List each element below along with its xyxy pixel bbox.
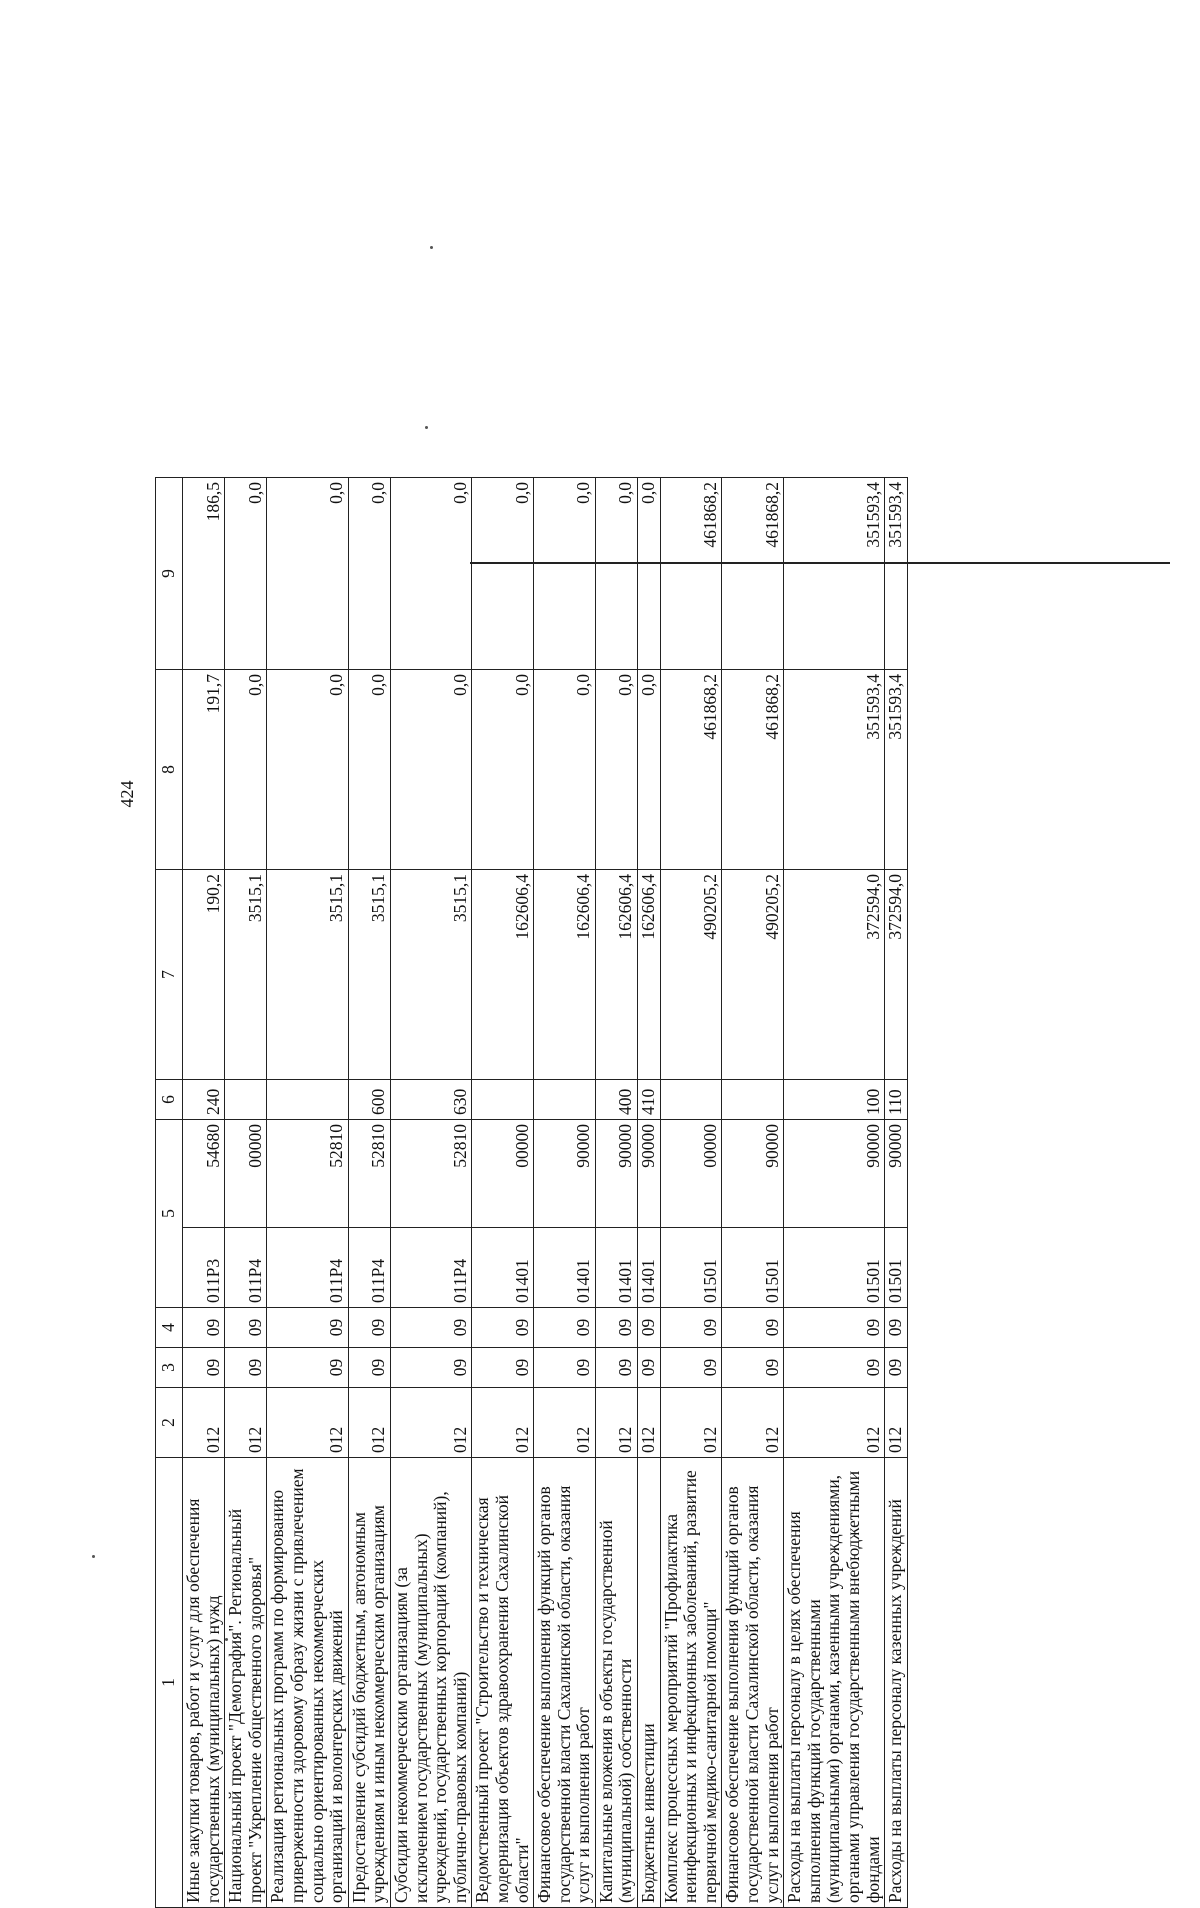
section-code-cell: 012 bbox=[722, 1388, 784, 1458]
column-header: 7 bbox=[156, 870, 183, 1080]
amount-col7-cell: 3515,1 bbox=[390, 870, 471, 1080]
table-row bbox=[225, 478, 267, 1908]
amount-col8-cell: 0,0 bbox=[638, 670, 661, 870]
subchapter-code-cell: 09 bbox=[534, 1308, 596, 1348]
subchapter-code-cell: 09 bbox=[660, 1308, 722, 1348]
table-row bbox=[472, 478, 534, 1908]
amount-col7-cell: 490205,2 bbox=[660, 870, 722, 1080]
budget-table-wrapper bbox=[155, 478, 1200, 1908]
expense-type-cell: 410 bbox=[638, 1080, 661, 1120]
scan-speck bbox=[425, 426, 428, 429]
column-header: 6 bbox=[156, 1080, 183, 1120]
amount-col9-cell: 0,0 bbox=[390, 478, 471, 670]
program-code-cell: 011Р4 bbox=[225, 1228, 267, 1308]
subchapter-code-cell: 09 bbox=[267, 1308, 348, 1348]
amount-col7-cell: 162606,4 bbox=[534, 870, 596, 1080]
chapter-code-cell: 09 bbox=[267, 1348, 348, 1388]
amount-col9-cell: 0,0 bbox=[267, 478, 348, 670]
amount-col9-cell: 186,5 bbox=[183, 478, 225, 670]
section-code-cell: 012 bbox=[534, 1388, 596, 1458]
column-header: 5 bbox=[156, 1120, 183, 1308]
expense-type-cell: 600 bbox=[348, 1080, 390, 1120]
chapter-code-cell: 09 bbox=[784, 1348, 885, 1388]
direction-code-cell: 90000 bbox=[638, 1120, 661, 1228]
amount-col7-cell: 190,2 bbox=[183, 870, 225, 1080]
table-row bbox=[885, 478, 908, 1908]
program-code-cell: 01401 bbox=[638, 1228, 661, 1308]
subchapter-code-cell: 09 bbox=[348, 1308, 390, 1348]
program-code-cell: 011Р3 bbox=[183, 1228, 225, 1308]
subchapter-code-cell: 09 bbox=[595, 1308, 637, 1348]
expense-type-cell bbox=[472, 1080, 534, 1120]
amount-col8-cell: 0,0 bbox=[390, 670, 471, 870]
table-header-row bbox=[156, 478, 183, 1908]
direction-code-cell: 90000 bbox=[722, 1120, 784, 1228]
direction-code-cell: 52810 bbox=[267, 1120, 348, 1228]
program-code-cell: 01501 bbox=[660, 1228, 722, 1308]
subchapter-code-cell: 09 bbox=[638, 1308, 661, 1348]
program-code-cell: 01401 bbox=[472, 1228, 534, 1308]
amount-col7-cell: 162606,4 bbox=[638, 870, 661, 1080]
section-code-cell: 012 bbox=[595, 1388, 637, 1458]
expense-type-cell bbox=[722, 1080, 784, 1120]
amount-col8-cell: 191,7 bbox=[183, 670, 225, 870]
amount-col7-cell: 372594,0 bbox=[885, 870, 908, 1080]
amount-col7-cell: 372594,0 bbox=[784, 870, 885, 1080]
page-number: 424 bbox=[117, 780, 137, 808]
amount-col7-cell: 162606,4 bbox=[595, 870, 637, 1080]
program-code-cell: 011Р4 bbox=[267, 1228, 348, 1308]
section-code-cell: 012 bbox=[638, 1388, 661, 1458]
chapter-code-cell: 09 bbox=[885, 1348, 908, 1388]
program-code-cell: 011Р4 bbox=[390, 1228, 471, 1308]
table-body bbox=[183, 478, 908, 1908]
section-code-cell: 012 bbox=[472, 1388, 534, 1458]
direction-code-cell: 52810 bbox=[390, 1120, 471, 1228]
program-code-cell: 01401 bbox=[534, 1228, 596, 1308]
program-code-cell: 011Р4 bbox=[348, 1228, 390, 1308]
amount-col9-cell: 351593,4 bbox=[885, 478, 908, 670]
row-name-cell: Финансовое обеспечение выполнения функций органов государственной власти Сахалинской области, оказания услуг и выполнения работ bbox=[722, 1458, 784, 1908]
direction-code-cell: 54680 bbox=[183, 1120, 225, 1228]
chapter-code-cell: 09 bbox=[722, 1348, 784, 1388]
subchapter-code-cell: 09 bbox=[722, 1308, 784, 1348]
amount-col9-cell: 461868,2 bbox=[660, 478, 722, 670]
amount-col8-cell: 0,0 bbox=[225, 670, 267, 870]
row-name-cell: Комплекс процессных мероприятий "Профилактика неинфекционных и инфекционных заболеваний, развитие первичной медико-санитарной помощи" bbox=[660, 1458, 722, 1908]
amount-col9-cell: 0,0 bbox=[595, 478, 637, 670]
table-row bbox=[390, 478, 471, 1908]
section-code-cell: 012 bbox=[660, 1388, 722, 1458]
expense-type-cell: 630 bbox=[390, 1080, 471, 1120]
row-name-cell: Субсидии некоммерческим организациям (за исключением государственных (муниципальных) учреждений, государственных корпораций (компаний), публично-правовых компаний) bbox=[390, 1458, 471, 1908]
table-row bbox=[348, 478, 390, 1908]
chapter-code-cell: 09 bbox=[660, 1348, 722, 1388]
direction-code-cell: 90000 bbox=[885, 1120, 908, 1228]
subchapter-code-cell: 09 bbox=[472, 1308, 534, 1348]
subchapter-code-cell: 09 bbox=[225, 1308, 267, 1348]
row-name-cell: Финансовое обеспечение выполнения функций органов государственной власти Сахалинской области, оказания услуг и выполнения работ bbox=[534, 1458, 596, 1908]
direction-code-cell: 00000 bbox=[660, 1120, 722, 1228]
table-row bbox=[722, 478, 784, 1908]
amount-col7-cell: 3515,1 bbox=[267, 870, 348, 1080]
subchapter-code-cell: 09 bbox=[885, 1308, 908, 1348]
amount-col9-cell: 0,0 bbox=[348, 478, 390, 670]
amount-col8-cell: 0,0 bbox=[348, 670, 390, 870]
amount-col8-cell: 351593,4 bbox=[784, 670, 885, 870]
column-header: 4 bbox=[156, 1308, 183, 1348]
amount-col8-cell: 351593,4 bbox=[885, 670, 908, 870]
table-row bbox=[534, 478, 596, 1908]
chapter-code-cell: 09 bbox=[472, 1348, 534, 1388]
chapter-code-cell: 09 bbox=[225, 1348, 267, 1388]
program-code-cell: 01501 bbox=[784, 1228, 885, 1308]
section-code-cell: 012 bbox=[225, 1388, 267, 1458]
chapter-code-cell: 09 bbox=[638, 1348, 661, 1388]
row-name-cell: Национальный проект "Демография". Региональный проект "Укрепление общественного здоровья" bbox=[225, 1458, 267, 1908]
column-header: 1 bbox=[156, 1458, 183, 1908]
expense-type-cell: 400 bbox=[595, 1080, 637, 1120]
expense-type-cell bbox=[267, 1080, 348, 1120]
column-header: 2 bbox=[156, 1388, 183, 1458]
chapter-code-cell: 09 bbox=[183, 1348, 225, 1388]
direction-code-cell: 90000 bbox=[784, 1120, 885, 1228]
program-code-cell: 01501 bbox=[885, 1228, 908, 1308]
amount-col7-cell: 490205,2 bbox=[722, 870, 784, 1080]
subchapter-code-cell: 09 bbox=[183, 1308, 225, 1348]
row-name-cell: Предоставление субсидий бюджетным, автономным учреждениям и иным некоммерческим организациям bbox=[348, 1458, 390, 1908]
chapter-code-cell: 09 bbox=[595, 1348, 637, 1388]
section-code-cell: 012 bbox=[885, 1388, 908, 1458]
row-name-cell: Реализация региональных программ по формированию приверженности здоровому образу жизни с привлечением социально ориентированных некоммерческих организаций и волонтерских движений bbox=[267, 1458, 348, 1908]
chapter-code-cell: 09 bbox=[390, 1348, 471, 1388]
row-name-cell: Капитальные вложения в объекты государственной (муниципальной) собственности bbox=[595, 1458, 637, 1908]
amount-col9-cell: 461868,2 bbox=[722, 478, 784, 670]
chapter-code-cell: 09 bbox=[348, 1348, 390, 1388]
row-name-cell: Расходы на выплаты персоналу в целях обеспечения выполнения функций государственными (муниципальными) органами, казенными учреждениями, органами управления государственными внебюджетными фондами bbox=[784, 1458, 885, 1908]
expense-type-cell: 240 bbox=[183, 1080, 225, 1120]
column-header: 9 bbox=[156, 478, 183, 670]
amount-col9-cell: 351593,4 bbox=[784, 478, 885, 670]
amount-col8-cell: 0,0 bbox=[472, 670, 534, 870]
direction-code-cell: 00000 bbox=[225, 1120, 267, 1228]
amount-col8-cell: 0,0 bbox=[534, 670, 596, 870]
direction-code-cell: 00000 bbox=[472, 1120, 534, 1228]
section-code-cell: 012 bbox=[348, 1388, 390, 1458]
amount-col8-cell: 0,0 bbox=[267, 670, 348, 870]
row-name-cell: Иные закупки товаров, работ и услуг для обеспечения государственных (муниципальных) нужд bbox=[183, 1458, 225, 1908]
amount-col7-cell: 3515,1 bbox=[225, 870, 267, 1080]
amount-col9-cell: 0,0 bbox=[638, 478, 661, 670]
program-code-cell: 01501 bbox=[722, 1228, 784, 1308]
direction-code-cell: 52810 bbox=[348, 1120, 390, 1228]
direction-code-cell: 90000 bbox=[595, 1120, 637, 1228]
direction-code-cell: 90000 bbox=[534, 1120, 596, 1228]
amount-col9-cell: 0,0 bbox=[534, 478, 596, 670]
chapter-code-cell: 09 bbox=[534, 1348, 596, 1388]
column-header: 8 bbox=[156, 670, 183, 870]
amount-col7-cell: 162606,4 bbox=[472, 870, 534, 1080]
amount-col8-cell: 461868,2 bbox=[660, 670, 722, 870]
expense-type-cell bbox=[534, 1080, 596, 1120]
amount-col9-cell: 0,0 bbox=[225, 478, 267, 670]
section-code-cell: 012 bbox=[784, 1388, 885, 1458]
expense-type-cell: 110 bbox=[885, 1080, 908, 1120]
amount-col8-cell: 0,0 bbox=[595, 670, 637, 870]
column-header: 3 bbox=[156, 1348, 183, 1388]
subchapter-code-cell: 09 bbox=[390, 1308, 471, 1348]
table-row bbox=[267, 478, 348, 1908]
scan-speck bbox=[92, 1555, 95, 1558]
amount-col7-cell: 3515,1 bbox=[348, 870, 390, 1080]
expense-type-cell bbox=[225, 1080, 267, 1120]
expense-type-cell bbox=[660, 1080, 722, 1120]
budget-table bbox=[155, 477, 908, 1908]
row-name-cell: Бюджетные инвестиции bbox=[638, 1458, 661, 1908]
row-name-cell: Ведомственный проект "Строительство и техническая модернизация объектов здравоохранения Сахалинской области" bbox=[472, 1458, 534, 1908]
table-row bbox=[784, 478, 885, 1908]
table-row bbox=[183, 478, 225, 1908]
program-code-cell: 01401 bbox=[595, 1228, 637, 1308]
amount-col8-cell: 461868,2 bbox=[722, 670, 784, 870]
scan-speck bbox=[430, 246, 433, 249]
section-code-cell: 012 bbox=[267, 1388, 348, 1458]
amount-col9-cell: 0,0 bbox=[472, 478, 534, 670]
table-row bbox=[638, 478, 661, 1908]
section-code-cell: 012 bbox=[390, 1388, 471, 1458]
row-name-cell: Расходы на выплаты персоналу казенных учреждений bbox=[885, 1458, 908, 1908]
subchapter-code-cell: 09 bbox=[784, 1308, 885, 1348]
section-code-cell: 012 bbox=[183, 1388, 225, 1458]
expense-type-cell: 100 bbox=[784, 1080, 885, 1120]
table-row bbox=[595, 478, 637, 1908]
table-row bbox=[660, 478, 722, 1908]
